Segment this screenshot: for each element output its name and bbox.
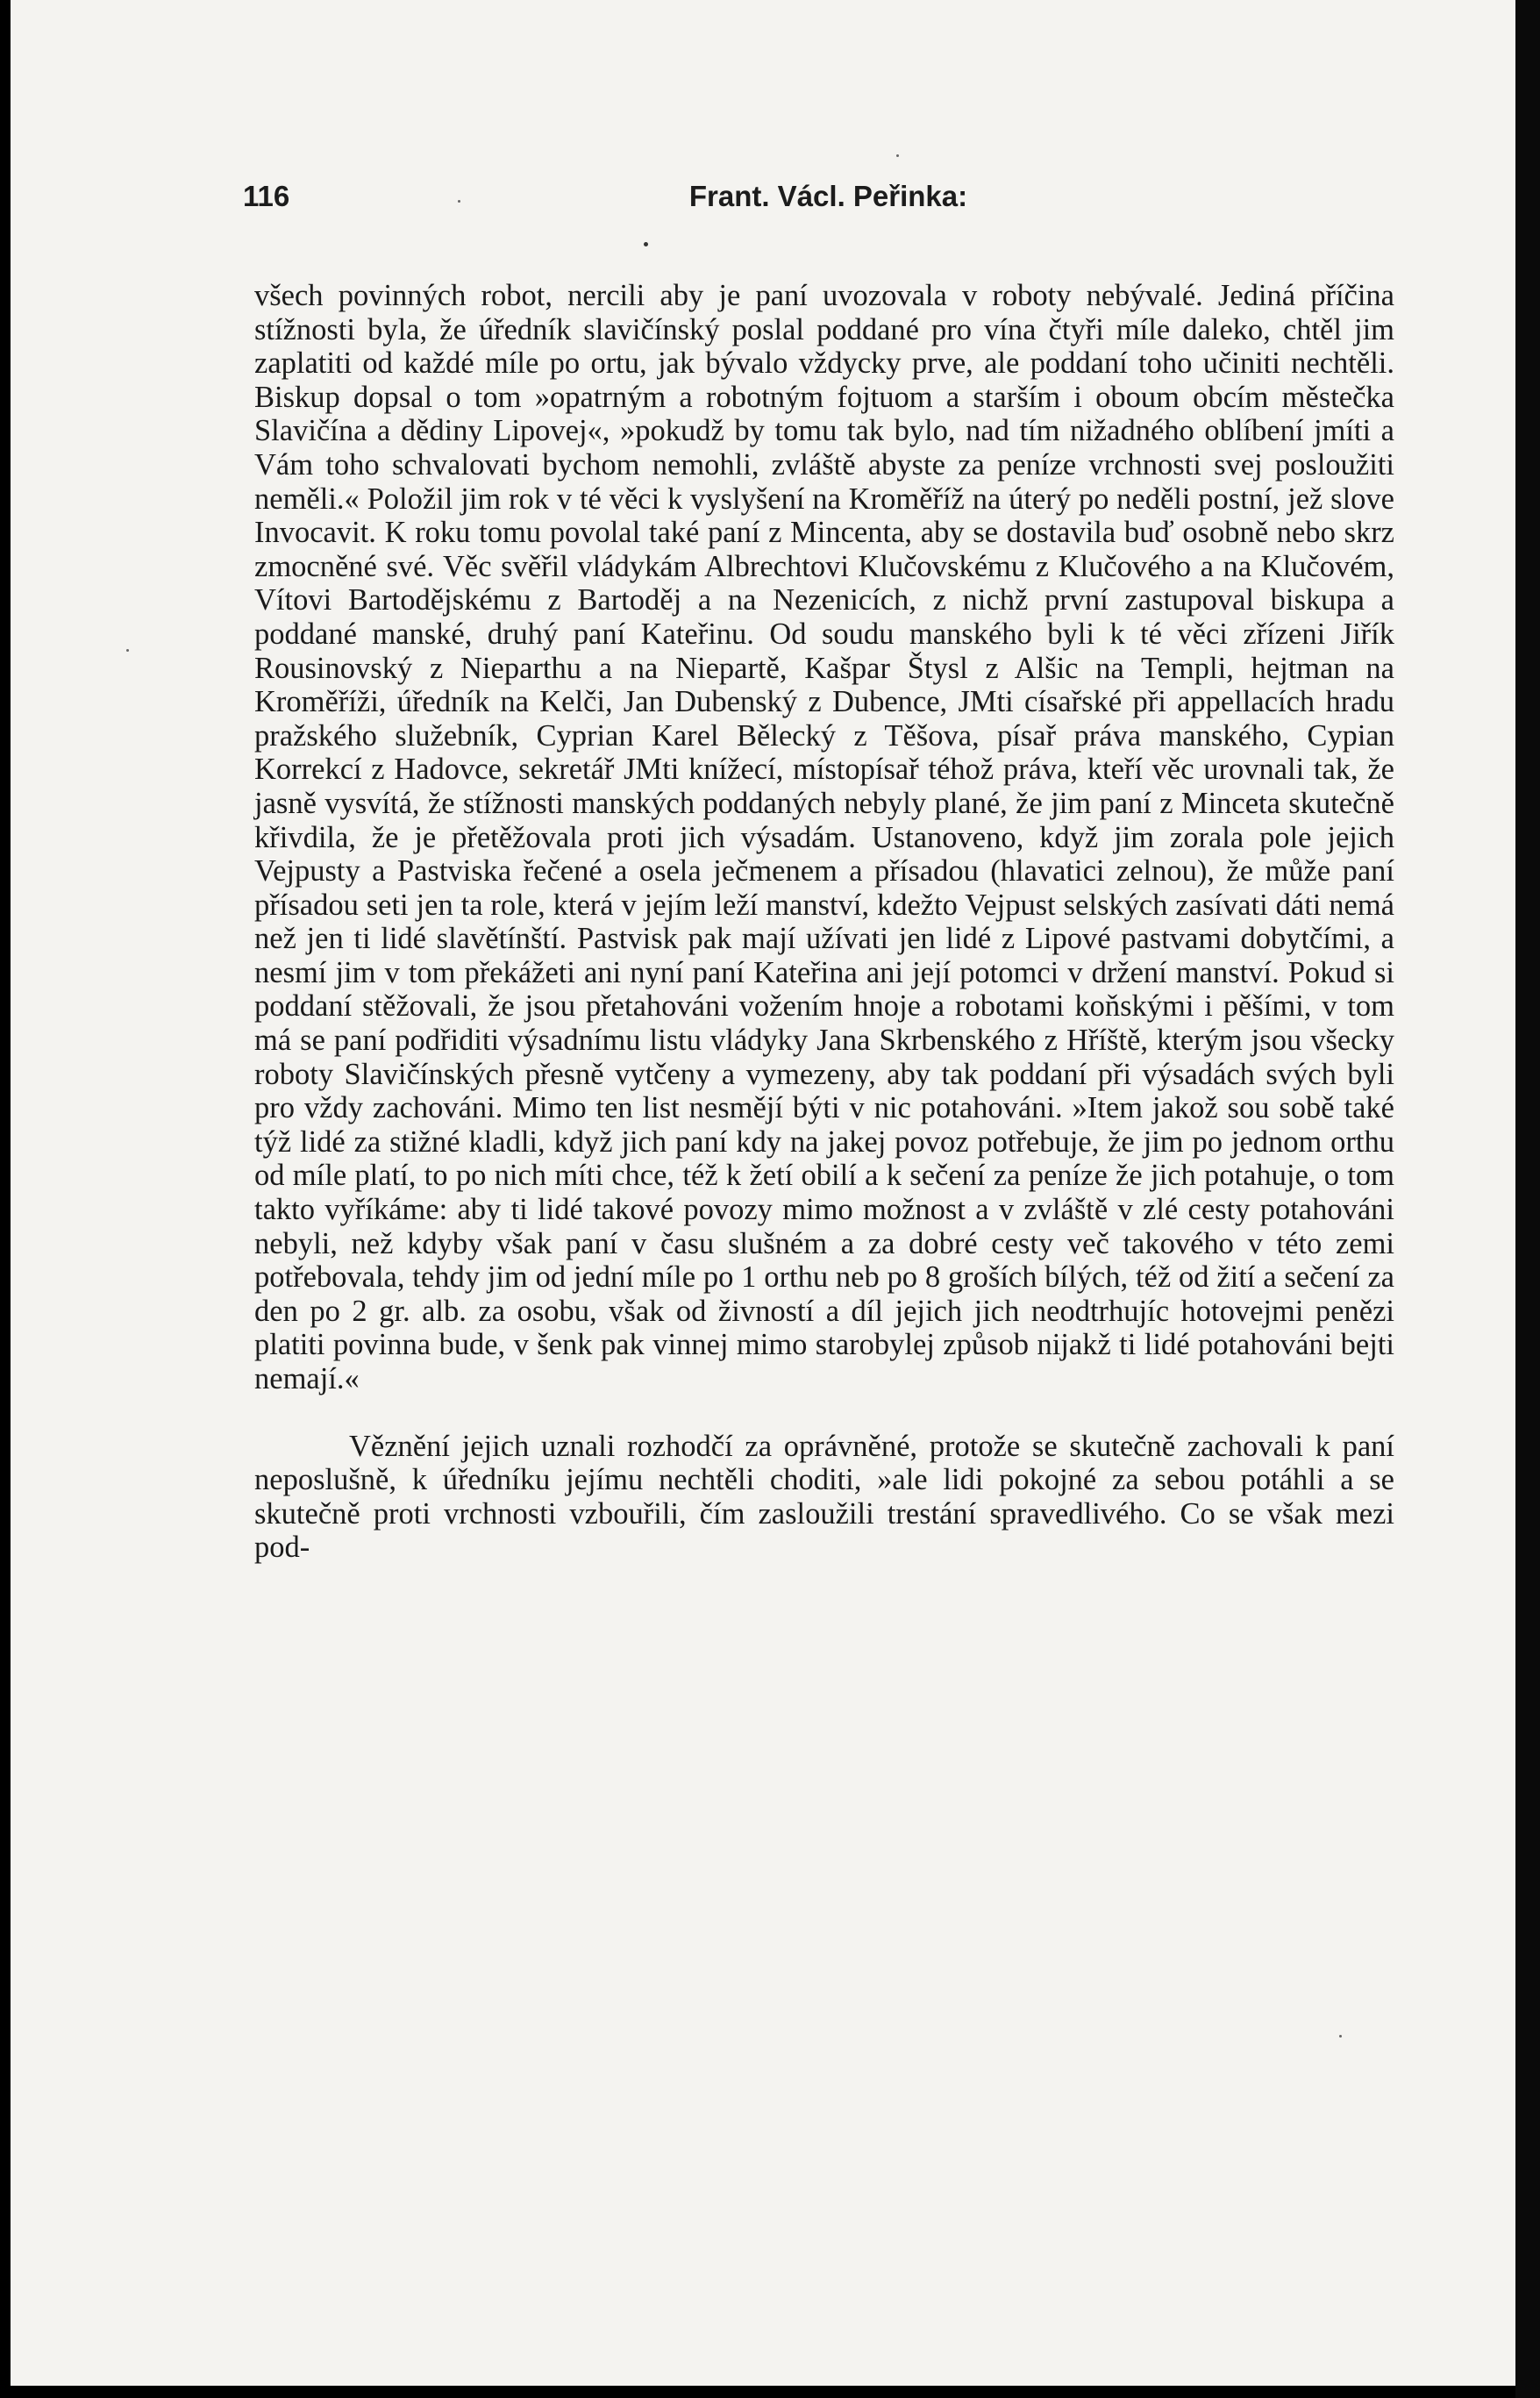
book-page (11, 0, 1515, 2386)
paragraph-1: všech povinných robot, nercili aby je paní uvozovala v roboty nebývalé. Jediná příčina stížnosti byla, že úředník slavičínský poslal poddané pro vína čtyři míle daleko, chtěl jim zaplatiti od každé míle po ortu, jak bývalo vždycky prve, ale poddaní toho učiniti nechtěli. Biskup dopsal o tom »opatrným a robotným fojtuom a starším i oboum obcím městečka Slavičína a dědiny Lipovej«, »pokudž by tomu tak bylo, nad tím nižadného oblíbení jmíti a Vám toho schvalovati bychom nemohli, zvláště abyste za peníze vrchnosti svej posloužiti neměli.« Položil jim rok v té věci k vyslyšení na Kroměříž na úterý po neděli postní, jež slove Invocavit. K roku tomu povolal také paní z Mincenta, aby se dostavila buď osobně nebo skrz zmocněné své. Věc svěřil vládykám Albrechtovi Klučovskému z Klučového a na Klučovém, Vítovi Bartodějskému z Bartoděj a na Nezenicích, z nichž první zastupoval biskupa a poddané manské, druhý paní Kateřinu. Od soudu manského byli k té věci zřízeni Jiřík Rousinovský z Nieparthu a na Niepartě, Kašpar Štysl z Alšic na Templi, hejtman na Kroměříži, úředník na Kelči, Jan Dubenský z Dubence, JMti císařské při appellacích hradu pražského služebník, Cyprian Karel Bělecký z Těšova, písař práva manského, Cypian Korrekcí z Hadovce, sekretář JMti knížecí, místopísař téhož práva, kteří věc urovnali tak, že jasně vysvítá, že stížnosti manských poddaných nebyly plané, že jim paní z Minceta skutečně křivdila, že je přetěžovala proti jich výsadám. Ustanoveno, když jim zorala pole jejich Vejpusty a Pastviska řečené a osela ječmenem a přísadou (hlavatici zelnou), že může paní přísadou seti jen ta role, která v jejím leží manství, kdežto Vejpust selských zasívati dáti nemá než jen ti lidé slavětínští. Pastvisk pak mají užívati jen lidé z Lipové pastvami dobytčími, a nesmí jim v tom překážeti ani nyní paní Kateřina ani její potomci v držení manství. Pokud si poddaní stěžovali, že jsou přetahováni vožením hnoje a robotami koňskými i pěšími, v tom má se paní podřiditi výsadnímu listu vládyky Jana Skrbenského z Hříště, kterým jsou všecky roboty Slavičínských přesně vytčeny a vymezeny, aby tak poddaní při výsadách svých byli pro vždy zachováni. Mimo ten list nesmějí býti v nic potahováni. »Item jakož sou sobě také týž lidé za stižné kladli, když jich paní kdy na jakej povoz potřebuje, že jim po jednom orthu od míle platí, to po nich míti chce, též k žetí obilí a k sečení za peníze že jich potahuje, o tom takto vyříkáme: aby ti lidé takové povozy mimo možnost a v zvláště v zlé cesty potahováni nebyli, než kdyby však paní v času slušném a za dobré cesty več takového v této zemi potřebovala, tehdy jim od jední míle po 1 orthu neb po 8 groších bílých, též od žití a sečení za den po 2 gr. alb. za osobu, však od živností a díl jejich jich neodtrhujíc hotovejmi penězi platiti povinna bude, v šenk pak vinnej mimo starobylej způsob nijakž ti lidé potahováni bejti nemají.« (254, 279, 1394, 1395)
print-speck (458, 200, 460, 203)
print-speck (1339, 2035, 1342, 2038)
scan-edge (1515, 0, 1540, 2398)
paragraph-2: Věznění jejich uznali rozhodčí za oprávněné, protože se skutečně zachovali k paní neposlušně, k úředníku jejímu nechtěli choditi, »ale lidi pokojné za sebou potáhli a se skutečně proti vrchnosti vzbouřili, čím zasloužili trestání spravedlivého. Co se však mezi pod- (254, 1429, 1394, 1565)
page-number: 116 (243, 180, 290, 212)
body-text (254, 279, 1394, 1565)
print-speck (126, 649, 129, 652)
print-speck (896, 154, 899, 157)
print-speck (644, 242, 648, 246)
page-header (243, 180, 1405, 232)
running-head: Frant. Václ. Peřinka: (688, 180, 968, 212)
